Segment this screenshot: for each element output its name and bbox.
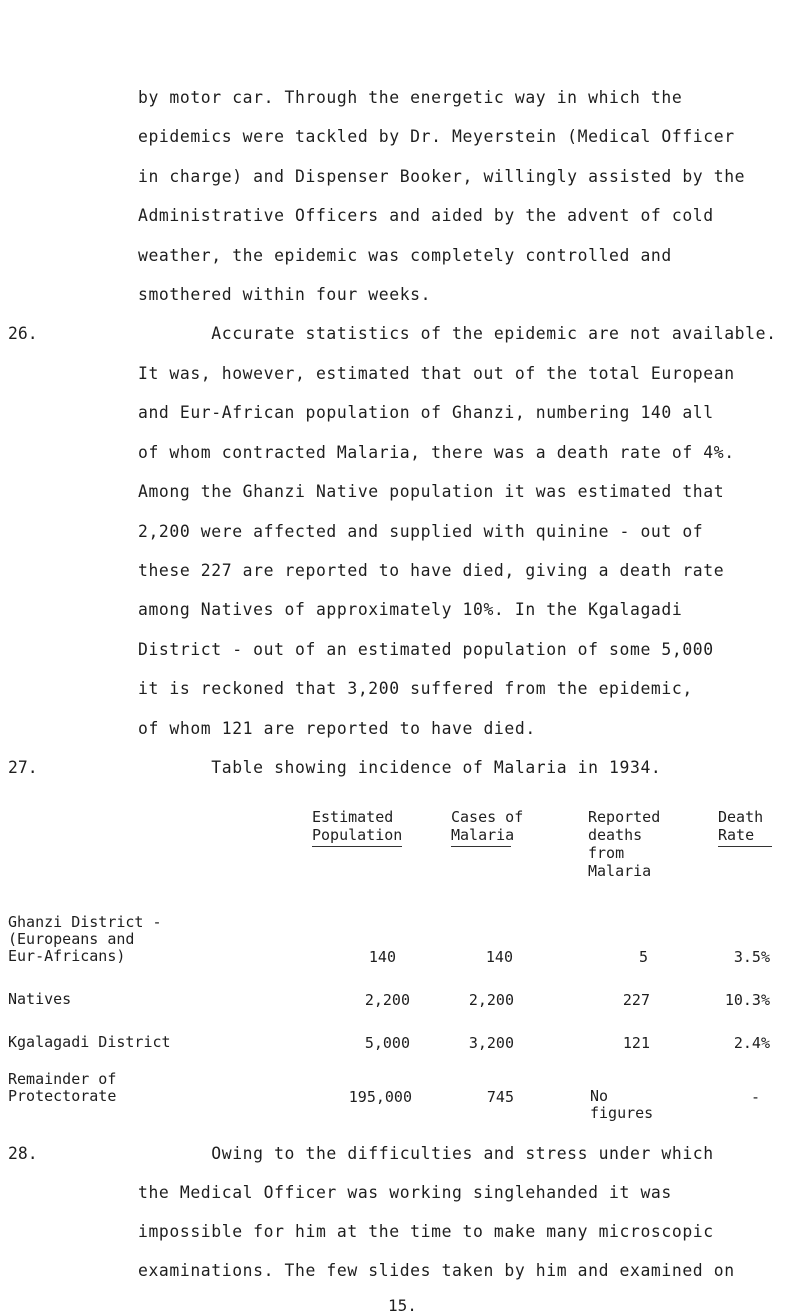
cell-population: 2,200 (364, 991, 410, 1009)
header-cases-of-malaria: Cases of Malaria (451, 808, 524, 844)
text-line: Accurate statistics of the epidemic are not available. (138, 324, 777, 343)
text-line: among Natives of approximately 10%. In the Kgalagadi (138, 600, 683, 619)
text-line: of whom contracted Malaria, there was a death rate of 4%. (138, 443, 735, 462)
text-line: Among the Ghanzi Native population it was estimated that (138, 482, 725, 501)
header-estimated-population: Estimated Population (312, 808, 403, 844)
cell-deaths: 121 (622, 1034, 650, 1052)
text-line: by motor car. Through the energetic way in which the (138, 88, 683, 107)
cell-population: 140 (368, 948, 396, 966)
text-line: of whom 121 are reported to have died. (138, 719, 536, 738)
text-line: these 227 are reported to have died, giving a death rate (138, 561, 725, 580)
text-line: impossible for him at the time to make many microscopic (138, 1222, 714, 1241)
cell-cases: 140 (485, 948, 513, 966)
text-line: the Medical Officer was working singlehanded it was (138, 1183, 672, 1202)
cell-cases: 2,200 (468, 991, 514, 1009)
cell-cases: 745 (486, 1088, 514, 1106)
row-label: Remainder of Protectorate (8, 1070, 117, 1105)
row-label: Natives (8, 990, 72, 1008)
header-underline (451, 846, 511, 847)
cell-cases: 3,200 (468, 1034, 514, 1052)
paragraph-number: 27. (8, 758, 38, 777)
cell-population: 195,000 (348, 1088, 412, 1106)
text-line: weather, the epidemic was completely controlled and (138, 246, 672, 265)
cell-rate: 3.5% (733, 948, 770, 966)
text-line: examinations. The few slides taken by him and examined on (138, 1261, 735, 1280)
text-line: it is reckoned that 3,200 suffered from the epidemic, (138, 679, 693, 698)
header-reported-deaths: Reported deaths from Malaria (588, 808, 661, 880)
text-line: 2,200 were affected and supplied with quinine - out of (138, 522, 704, 541)
paragraph-number: 26. (8, 324, 38, 343)
header-death-rate: Death Rate (718, 808, 764, 844)
cell-rate: 2.4% (733, 1034, 770, 1052)
row-label: Kgalagadi District (8, 1033, 171, 1051)
header-underline (718, 846, 772, 847)
table-title: Table showing incidence of Malaria in 1934. (138, 758, 662, 777)
text-line: Administrative Officers and aided by the advent of cold (138, 206, 714, 225)
text-line: epidemics were tackled by Dr. Meyerstein (Medical Officer (138, 127, 735, 146)
row-label: Ghanzi District - (Europeans and Eur-Africans) (8, 913, 162, 965)
cell-deaths: 5 (638, 948, 648, 966)
cell-population: 5,000 (364, 1034, 410, 1052)
header-underline (312, 846, 402, 847)
cell-deaths: No figures (590, 1087, 654, 1122)
text-line: Owing to the difficulties and stress under which (138, 1144, 714, 1163)
text-line: in charge) and Dispenser Booker, willingly assisted by the (138, 167, 746, 186)
text-line: District - out of an estimated population of some 5,000 (138, 640, 714, 659)
page-number: 15. (388, 1296, 417, 1315)
cell-rate: - (750, 1088, 760, 1106)
cell-deaths: 227 (622, 991, 650, 1009)
text-line: It was, however, estimated that out of the total European (138, 364, 735, 383)
text-line: smothered within four weeks. (138, 285, 432, 304)
cell-rate: 10.3% (724, 991, 770, 1009)
text-line: and Eur-African population of Ghanzi, numbering 140 all (138, 403, 714, 422)
paragraph-number: 28. (8, 1144, 38, 1163)
